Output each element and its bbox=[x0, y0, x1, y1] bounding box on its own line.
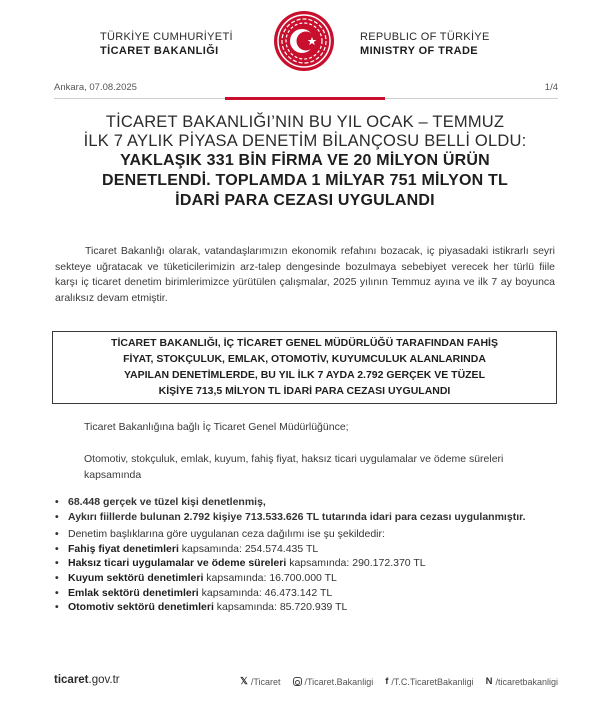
ministry-name-tr: TİCARET BAKANLIĞI bbox=[100, 45, 219, 57]
category-label: Fahiş fiyat denetimleri bbox=[68, 542, 179, 555]
letterhead-english bbox=[360, 30, 530, 58]
document-date: Ankara, 07.08.2025 bbox=[54, 82, 137, 93]
list-item bbox=[54, 556, 554, 571]
category-amount: kapsamında: 290.172.370 TL bbox=[286, 557, 426, 570]
category-label: Haksız ticari uygulamalar ve ödeme süreleri bbox=[68, 557, 287, 570]
website-domain: .gov.tr bbox=[88, 674, 120, 686]
nsosyal-icon: N bbox=[485, 676, 493, 687]
category-label: Emlak sektörü denetimleri bbox=[68, 586, 199, 599]
social-links bbox=[240, 676, 558, 687]
intro-paragraph: Ticaret Bakanlığı olarak, vatandaşlarımızın ekonomik refahını bozacak, iç piyasadaki istikrarlı seyri sekteye uğratacak ve tüketicilerimizin arz-talep dengesinde bozulmaya sebebiyet verecek her türlü fiile karşı iç ticaret denetim birimlerimizce yürütülen çalışmalar, 2025 yılının Temmuz ayına ve ilk 7 ay boyunca aralıksız devam etmiştir. bbox=[55, 245, 555, 304]
instagram-link[interactable] bbox=[293, 677, 374, 687]
title-line-4: DENETLENDİ. TOPLAMDA 1 MİLYAR 751 MİLYON TL bbox=[102, 172, 508, 189]
highlight-line-2: FİYAT, STOKÇULUK, EMLAK, OTOMOTİV, KUYUMCULUK ALANLARINDA bbox=[123, 353, 486, 365]
x-link[interactable] bbox=[240, 676, 280, 687]
results-list bbox=[54, 495, 554, 615]
page-number: 1/4 bbox=[544, 82, 558, 93]
highlight-line-1: TİCARET BAKANLIĞI, İÇ TİCARET GENEL MÜDÜRLÜĞÜ TARAFINDAN FAHİŞ bbox=[111, 337, 498, 349]
category-amount: kapsamında: 85.720.939 TL bbox=[213, 601, 348, 614]
category-amount: kapsamında: 254.574.435 TL bbox=[178, 542, 319, 555]
x-icon: 𝕏 bbox=[240, 676, 248, 687]
highlight-box bbox=[52, 331, 557, 404]
directorate-paragraph: Ticaret Bakanlığına bağlı İç Ticaret Genel Müdürlüğünce; bbox=[84, 421, 349, 433]
highlight-line-4: KİŞİYE 713,5 MİLYON TL İDARİ PARA CEZASI UYGULANDI bbox=[158, 385, 451, 397]
list-item bbox=[54, 542, 554, 557]
website-name: ticaret bbox=[54, 674, 89, 686]
x-handle: /Ticaret bbox=[250, 676, 281, 687]
category-amount: kapsamında: 46.473.142 TL bbox=[198, 586, 333, 599]
ministry-logo bbox=[262, 9, 346, 73]
category-label: Kuyum sektörü denetimleri bbox=[68, 571, 204, 584]
nsosyal-handle: /ticaretbakanligi bbox=[495, 676, 558, 687]
category-label: Otomotiv sektörü denetimleri bbox=[68, 601, 214, 614]
ministry-name-en: MINISTRY OF TRADE bbox=[360, 45, 479, 57]
republic-name-en: REPUBLIC OF TÜRKİYE bbox=[360, 31, 490, 43]
footer bbox=[54, 674, 558, 692]
letterhead-turkish bbox=[100, 30, 260, 58]
facebook-link[interactable] bbox=[385, 676, 473, 687]
website-link[interactable] bbox=[54, 674, 120, 686]
title-line-5: İDARİ PARA CEZASI UYGULANDI bbox=[175, 192, 435, 209]
title-line-1: TİCARET BAKANLIĞI’NIN BU YIL OCAK – TEMMUZ bbox=[105, 113, 505, 131]
list-item: • Aykırı fiillerde bulunan 2.792 kişiye 713.533.626 TL tutarında idari para cezası uygulanmıştır. bbox=[54, 510, 554, 525]
republic-name-tr: TÜRKİYE CUMHURİYETİ bbox=[100, 31, 233, 43]
divider-accent bbox=[225, 97, 385, 100]
facebook-icon: f bbox=[385, 676, 389, 687]
title-line-2: İLK 7 AYLIK PİYASA DENETİM BİLANÇOSU BELLİ OLDU: bbox=[83, 132, 527, 150]
scope-paragraph: Otomotiv, stokçuluk, emlak, kuyum, fahiş fiyat, haksız ticari uygulamalar ve ödeme süreleri kapsamında bbox=[84, 453, 504, 481]
letterhead bbox=[0, 0, 610, 80]
list-item bbox=[54, 586, 554, 601]
instagram-icon bbox=[293, 677, 302, 686]
list-item: • 68.448 gerçek ve tüzel kişi denetlenmiş, bbox=[54, 495, 554, 510]
title-line-3: YAKLAŞIK 331 BİN FİRMA VE 20 MİLYON ÜRÜN bbox=[120, 152, 490, 169]
facebook-handle: /T.C.TicaretBakanligi bbox=[391, 676, 474, 687]
nsosyal-link[interactable] bbox=[486, 676, 558, 687]
list-item bbox=[54, 600, 554, 615]
list-item: • Denetim başlıklarına göre uygulanan ceza dağılımı ise şu şekildedir: bbox=[54, 527, 554, 542]
press-release-title bbox=[40, 113, 570, 211]
highlight-line-3: YAPILAN DENETİMLERDE, BU YIL İLK 7 AYDA 2.792 GERÇEK VE TÜZEL bbox=[124, 369, 485, 381]
category-amount: kapsamında: 16.700.000 TL bbox=[203, 571, 337, 584]
instagram-handle: /Ticaret.Bakanligi bbox=[304, 676, 374, 687]
list-item bbox=[54, 571, 554, 586]
